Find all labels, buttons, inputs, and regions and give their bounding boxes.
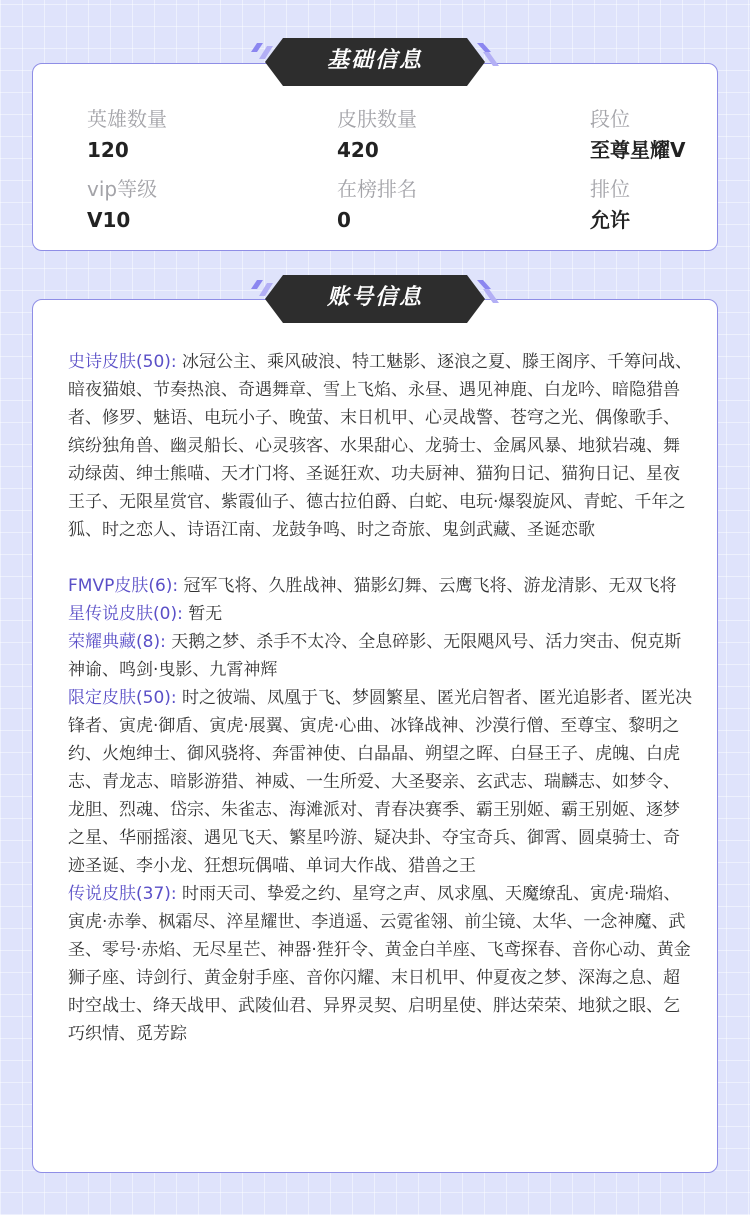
section-title: 基础信息 — [326, 48, 423, 73]
basic-info-card — [32, 63, 718, 251]
skin-group-items: 时之彼端、凤凰于飞、梦圆繁星、匿光启智者、匿光追影者、匿光决锋者、寅虎·御盾、寅虎·展翼、寅虎·心曲、冰锋战神、沙漠行僧、至尊宝、黎明之约、火炮绅士、御风骁将、奔雷神使、白晶晶、朔望之晖、白昼王子、虎魄、白虎志、青龙志、暗影游猎、神威、一生所爱、大圣娶亲、玄武志、瑞麟志、如梦令、龙胆、烈魂、岱宗、朱雀志、海滩派对、青春决赛季、霸王别姬、霸王别姬、逐梦之星、华丽摇滚、遇见飞天、繁星吟游、疑决卦、夺宝奇兵、御霄、圆桌骑士、奇迹圣诞、李小龙、狂想玩偶喵、单词大作战、猎兽之王 — [68, 688, 693, 876]
stat-value: 0 — [337, 208, 351, 232]
stat-value: 420 — [337, 138, 379, 162]
skin-group-star-legend — [68, 600, 696, 628]
skin-group-items: 时雨天司、挚爱之约、星穹之声、凤求凰、天魔缭乱、寅虎·瑞焰、寅虎·赤拳、枫霜尽、淬星耀世、李逍遥、云霓雀翎、前尘镜、太华、一念神魔、武圣、零号·赤焰、无尽星芒、神器·狴犴令、黄金白羊座、飞鸢探春、音你心动、黄金狮子座、诗剑行、黄金射手座、音你闪耀、末日机甲、仲夏夜之梦、深海之息、超时空战士、绛天战甲、武陵仙君、异界灵契、启明星使、胖达荣荣、地狱之眼、乞巧织情、觅芳踪 — [68, 884, 691, 1044]
stat-label: vip等级 — [87, 177, 158, 201]
section-title: 账号信息 — [326, 285, 423, 310]
stat-value: 至尊星耀V — [590, 138, 686, 162]
account-info-banner — [245, 275, 505, 323]
skin-group-label: FMVP皮肤(6): — [68, 576, 179, 596]
basic-info-banner — [245, 38, 505, 86]
stat-label: 段位 — [590, 107, 630, 131]
skin-group-label: 史诗皮肤(50): — [68, 352, 177, 372]
skin-group-limited — [68, 684, 696, 880]
skin-group-items: 天鹅之梦、杀手不太冷、全息碎影、无限飓风号、活力突击、倪克斯神谕、鸣剑·曳影、九霄神辉 — [68, 632, 682, 680]
skin-group-glory-collection — [68, 628, 696, 684]
stat-hero-count — [87, 104, 287, 165]
stat-vip-level — [87, 174, 287, 235]
skin-group-items: 冰冠公主、乘风破浪、特工魅影、逐浪之夏、滕王阁序、千筹问战、暗夜猫娘、节奏热浪、奇遇舞章、雪上飞焰、永昼、遇见神鹿、白龙吟、暗隐猎兽者、修罗、魅语、电玩小子、晚萤、末日机甲、心灵战警、苍穹之光、偶像歌手、缤纷独角兽、幽灵船长、心灵骇客、水果甜心、龙骑士、金属风暴、地狱岩魂、舞动绿茵、绅士熊喵、天才门将、圣诞狂欢、功夫厨神、猫狗日记、猫狗日记、星夜王子、无限星赏官、紫霞仙子、德古拉伯爵、白蛇、电玩·爆裂旋风、青蛇、千年之狐、时之恋人、诗语江南、龙鼓争鸣、时之奇旅、鬼剑武藏、圣诞恋歌 — [68, 352, 693, 540]
stat-label: 排位 — [590, 177, 630, 201]
skin-group-items: 暂无 — [188, 604, 223, 624]
skin-group-label: 限定皮肤(50): — [68, 688, 177, 708]
skin-group-legend — [68, 880, 696, 1048]
stat-value: V10 — [87, 208, 131, 232]
skin-group-fmvp — [68, 572, 696, 600]
stat-leaderboard-rank — [337, 174, 537, 235]
group-spacer — [68, 544, 696, 572]
stat-ranked-allowed — [590, 174, 750, 235]
skin-list — [68, 348, 696, 1048]
stat-label: 英雄数量 — [87, 107, 167, 131]
stat-value: 允许 — [590, 208, 630, 232]
skin-group-items: 冠军飞将、久胜战神、猫影幻舞、云鹰飞将、游龙清影、无双飞将 — [183, 576, 677, 596]
skin-group-label: 星传说皮肤(0): — [68, 604, 183, 624]
skin-group-label: 传说皮肤(37): — [68, 884, 177, 904]
stat-label: 皮肤数量 — [337, 107, 417, 131]
basic-info-stats — [87, 104, 707, 244]
stat-skin-count — [337, 104, 537, 165]
stat-value: 120 — [87, 138, 129, 162]
stat-rank-tier — [590, 104, 750, 165]
skin-group-epic — [68, 348, 696, 544]
stat-label: 在榜排名 — [337, 177, 417, 201]
account-info-card — [32, 299, 718, 1173]
skin-group-label: 荣耀典藏(8): — [68, 632, 166, 652]
